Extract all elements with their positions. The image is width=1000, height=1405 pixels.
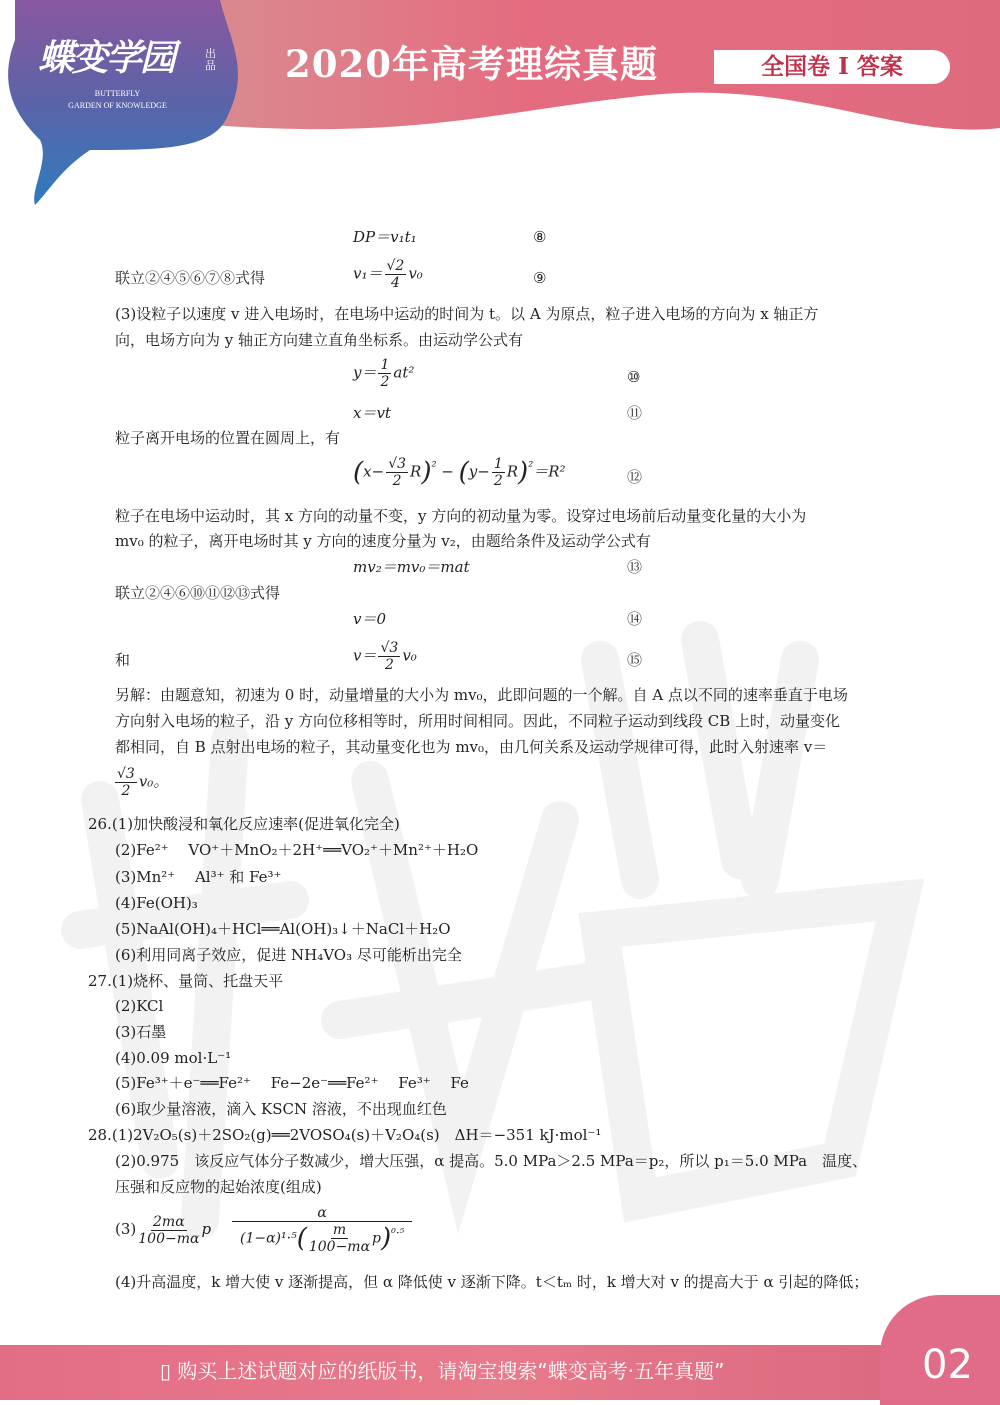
exponent: ²: [431, 458, 437, 474]
denominator: 2: [384, 657, 394, 673]
q26-line: 26.(1)加快酸浸和氧化反应速率(促进氧化完全): [88, 815, 400, 833]
rhs: v₀: [402, 646, 417, 665]
denominator: 100−mα: [138, 1230, 200, 1247]
q27-line: (6)取少量溶液，滴入 KSCN 溶液，不出现血红色: [115, 1100, 447, 1118]
term: −: [441, 462, 454, 481]
fraction: [492, 456, 505, 489]
fraction: [115, 766, 137, 799]
q28-line: 压强和反应物的起始浓度(组成): [115, 1178, 322, 1196]
eq-number: ⑭: [627, 610, 643, 628]
text-line: 粒子在电场中运动时，其 x 方向的动量不变，y 方向的初动量为零。设穿过电场前后动量变化量的大小为: [115, 507, 807, 525]
paragraph: [115, 301, 912, 327]
denominator: 2: [493, 473, 503, 489]
rhs: v₀。: [138, 772, 169, 791]
term: (1−α)¹·⁵: [240, 1230, 297, 1247]
rhs: at²: [393, 363, 415, 382]
term: R: [410, 462, 422, 481]
fraction: [232, 1205, 412, 1255]
paper-badge: 全国卷 I 答案: [714, 50, 950, 84]
text-line: 向，电场方向为 y 轴正方向建立直角坐标系。由运动学公式有: [115, 331, 524, 349]
paragraph: [115, 503, 912, 529]
text-line: 都相同，自 B 点射出电场的粒子，其动量变化也为 mv₀，由几何关系及运动学规律可得，此时入射速率 v＝: [115, 738, 828, 756]
q28-line: 28.(1)2V₂O₅(s)＋2SO₂(g)══2VOSO₄(s)＋V₂O₄(s) ΔH＝−351 kJ·mol⁻¹: [88, 1126, 602, 1144]
q27-line: (2)KCl: [115, 997, 164, 1015]
numerator: 2mα: [153, 1213, 185, 1230]
q26-line: (3)Mn²⁺ Al³⁺ 和 Fe³⁺: [115, 868, 282, 886]
text-line: mv₀ 的粒子，离开电场时其 y 方向的速度分量为 v₂，由题给条件及运动学公式有: [115, 532, 651, 550]
text-line: (4)升高温度，k 增大使 v 逐渐提高，但 α 降低使 v 逐渐下降。t＜tₘ 时，k 增大对 v 的提高大于 α 引起的降低；: [115, 1273, 869, 1291]
text-line: 和: [115, 651, 131, 669]
logo-en-line2: GARDEN OF KNOWLEDGE: [68, 101, 167, 110]
alt-result: [113, 766, 168, 799]
eq-number: ⑪: [627, 404, 643, 422]
logo-tag: 出品: [205, 47, 216, 72]
equation-15: [353, 640, 417, 673]
footer-ad: [160, 1358, 724, 1384]
q26-line: (2)Fe²⁺ VO⁺＋MnO₂＋2H⁺══VO₂⁺＋Mn²⁺＋H₂O: [115, 841, 479, 859]
text-line: 方向射入电场的粒子，沿 y 方向位移相等时，所用时间相同。因此，不同粒子运动到线段 CB 上时，动量变化: [115, 712, 841, 730]
term: ＝R²: [533, 462, 566, 481]
exponent: ²: [528, 458, 534, 474]
q28-part3: [115, 1205, 414, 1255]
equation-10: [353, 357, 414, 390]
text-line: (2)0.975 该反应气体分子数减少，增大压强，α 提高。5.0 MPa＞2.5 MPa＝p₂，所以 p₁＝5.0 MPa 温度、: [115, 1152, 868, 1170]
footer-text: 购买上述试题对应的纸版书，请淘宝搜索“蝶变高考·五年真题”: [177, 1359, 725, 1383]
lhs: y＝: [353, 363, 377, 382]
fraction: [378, 357, 391, 390]
q27-line: (5)Fe³⁺＋e⁻══Fe²⁺ Fe−2e⁻══Fe²⁺ Fe³⁺ Fe: [115, 1074, 469, 1092]
numerator: √3: [388, 456, 407, 472]
fraction: [309, 1222, 370, 1255]
denominator: 2: [380, 374, 390, 390]
lhs: v＝: [353, 646, 377, 665]
q28-paragraph: [115, 1269, 912, 1295]
equation-13: mv₂＝mv₀＝mat: [353, 558, 470, 576]
denominator: 2: [392, 473, 402, 489]
label: (3): [115, 1220, 137, 1238]
term: p: [372, 1230, 382, 1247]
denominator: 4: [390, 275, 400, 291]
term: y−: [468, 462, 490, 481]
term: x−: [363, 462, 385, 481]
numerator: √2: [386, 258, 405, 274]
eq-number: ⑨: [533, 269, 547, 287]
page-title: 2020年高考理综真题: [285, 42, 658, 86]
eq-number: ⑧: [533, 228, 547, 246]
numerator: √3: [380, 640, 399, 656]
book-icon: ▯: [160, 1359, 172, 1383]
numerator: √3: [117, 766, 135, 782]
alternative-solution: [115, 682, 912, 760]
logo-english: [40, 88, 195, 112]
q27-line: (3)石墨: [115, 1023, 167, 1041]
header: [0, 0, 1000, 210]
numerator: 1: [493, 456, 503, 472]
q28-paragraph: [115, 1148, 912, 1174]
q27-line: (4)0.09 mol·L⁻¹: [115, 1049, 232, 1067]
eq-number: ⑫: [627, 468, 643, 486]
denominator: 100−mα: [308, 1239, 371, 1255]
q26-line: (4)Fe(OH)₃: [115, 894, 198, 912]
term: R: [506, 462, 519, 481]
eq-number: ⑮: [627, 651, 643, 669]
denominator: (1−α)¹·⁵( $\frac{m}{100-m\alpha}$ p)$^{^0\cdot^5}$: [240, 1222, 405, 1255]
numerator: 1: [380, 357, 390, 373]
logo-en-line1: BUTTERFLY: [94, 89, 141, 98]
eq-number: ⑩: [627, 368, 641, 386]
page-number: 02: [922, 1342, 973, 1388]
logo: 蝶变学园: [38, 38, 175, 79]
text-line: 联立②④⑥⑩⑪⑫⑬式得: [115, 584, 281, 602]
q26-line: (5)NaAl(OH)₄＋HCl══Al(OH)₃↓＋NaCl＋H₂O: [115, 920, 451, 938]
q26-line: (6)利用同离子效应，促进 NH₄VO₃ 尽可能析出完全: [115, 946, 462, 964]
equation-14: v＝0: [353, 610, 387, 628]
equation-12: (x− $\frac{√3}{2}$ R)$^{^2}$ − (y− $\frac{1}{2}$ R)$^{^2}$＝R²: [353, 456, 566, 489]
text-line: 另解：由题意知，初速为 0 时，动量增量的大小为 mv₀，此即问题的一个解。自 A 点以不同的速率垂直于电场: [115, 686, 848, 704]
fraction: [378, 640, 400, 673]
equation-11: x＝vt: [353, 404, 391, 422]
denominator: 2: [121, 783, 131, 799]
exponent: ⁰·⁵: [391, 1225, 405, 1240]
term: p: [201, 1220, 212, 1238]
fraction: [386, 456, 408, 489]
numerator: α: [232, 1205, 412, 1222]
q27-line: 27.(1)烧杯、量筒、托盘天平: [88, 972, 284, 990]
rhs: v₀: [408, 264, 423, 283]
lhs: v₁＝: [353, 264, 383, 283]
eq-number: ⑬: [627, 558, 643, 576]
text-line: 粒子离开电场的位置在圆周上，有: [115, 429, 341, 447]
numerator: m: [332, 1222, 347, 1238]
equation-9: [353, 258, 423, 291]
fraction: [138, 1214, 199, 1247]
equation-8: DP＝v₁t₁: [353, 228, 417, 246]
text-line: (3)设粒子以速度 v 进入电场时，在电场中运动的时间为 t。以 A 为原点，粒子进入电场的方向为 x 轴正方: [115, 305, 819, 323]
fraction: [385, 258, 407, 291]
text-line: 联立②④⑤⑥⑦⑧式得: [115, 269, 266, 287]
